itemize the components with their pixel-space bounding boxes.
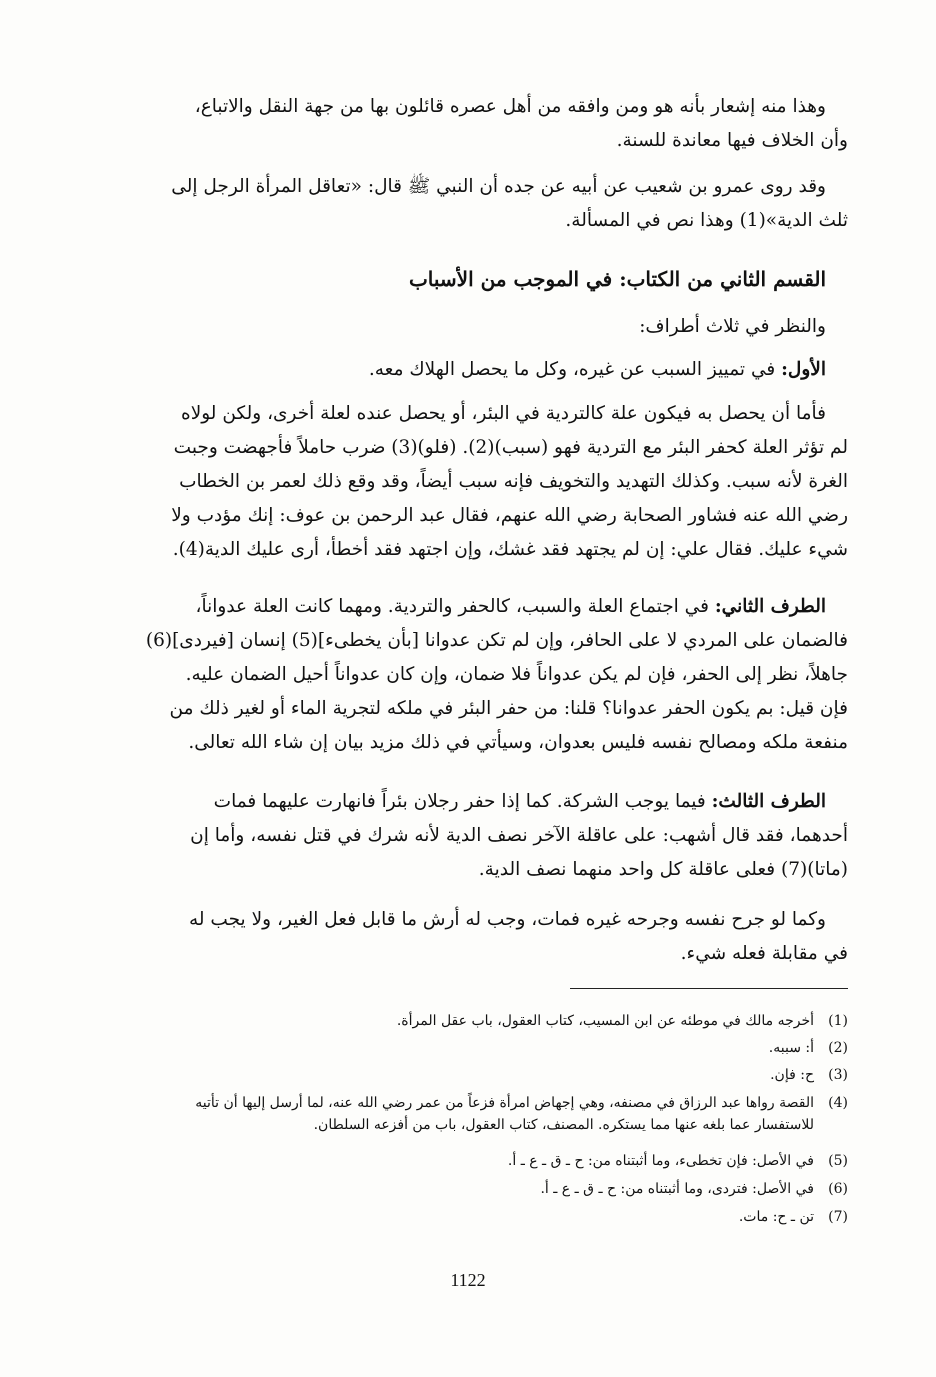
footnote-number: (5) bbox=[828, 1153, 848, 1169]
text-line: لم تؤثر العلة كحفر البئر مع التردية فهو (سبب)(2). (فلو)(3) ضرب حاملاً فأجهضت وجبت bbox=[173, 437, 848, 458]
footnote-text: أ: سببه. bbox=[768, 1040, 814, 1056]
text-line: في مقابلة فعله شيء. bbox=[680, 943, 848, 964]
footnote-4 bbox=[68, 1092, 848, 1136]
text-line: وهذا منه إشعار بأنه هو ومن وافقه من أهل عصره قائلون بها من جهة النقل والاتباع، bbox=[194, 96, 826, 117]
text-line: فإن قيل: بم يكون الحفر عدوانا؟ قلنا: من حفر البئر في ملكه لتجرية الماء أو لغير ذلك من bbox=[169, 698, 848, 719]
part-second bbox=[68, 590, 848, 760]
footnote-text-continued: للاستفسار عما بلغه عنها مما يستكره. المصنف، كتاب العقول، باب من أفزعه السلطان. bbox=[313, 1117, 814, 1133]
part-label: الأول: bbox=[781, 359, 826, 380]
footnote-number: (7) bbox=[828, 1209, 848, 1225]
section-heading bbox=[68, 262, 848, 296]
text-line bbox=[68, 785, 848, 819]
part-text: فيما يوجب الشركة. كما إذا حفر رجلان بئراً فانهارت عليهما فمات bbox=[213, 791, 712, 812]
part-text: في تمييز السبب عن غيره، وكل ما يحصل الهلاك معه. bbox=[368, 359, 782, 380]
heading-prefix: القسم الثاني من الكتاب: bbox=[612, 267, 826, 291]
paragraph-2 bbox=[68, 170, 848, 238]
footnote-number: (3) bbox=[828, 1067, 848, 1083]
text-line: والنظر في ثلاث أطراف: bbox=[639, 316, 826, 337]
text-line: منفعة ملكه ومصالح نفسه فليس بعدوان، وسيأتي في ذلك مزيد بيان إن شاء الله تعالى. bbox=[188, 732, 848, 753]
text-line bbox=[68, 590, 848, 624]
footnote-text: في الأصل: فإن تخطىء، وما أثبتناه من: ح ـ ق ـ ع ـ أ. bbox=[507, 1153, 814, 1169]
part-label: الطرف الثالث: bbox=[711, 791, 826, 812]
heading-title: في الموجب من الأسباب bbox=[408, 267, 613, 291]
footnote-6 bbox=[68, 1178, 848, 1200]
text-line: وقد روى عمرو بن شعيب عن أبيه عن جده أن النبي ﷺ قال: «تعاقل المرأة الرجل إلى bbox=[171, 176, 826, 197]
footnote-number: (2) bbox=[828, 1040, 848, 1056]
text-line: وكما لو جرح نفسه وجرحه غيره فمات، وجب له أرش ما قابل فعل الغير، ولا يجب له bbox=[189, 909, 826, 930]
text-line: ثلث الدية»(1) وهذا نص في المسألة. bbox=[565, 210, 848, 231]
paragraph-1 bbox=[68, 90, 848, 158]
text-line: رضي الله عنه فشاور الصحابة رضي الله عنهم، فقال عبد الرحمن بن عوف: إنك مؤدب ولا bbox=[171, 505, 848, 526]
text-line: فأما أن يحصل به فيكون علة كالتردية في البئر، أو يحصل عنده لعلة أخرى، ولكن لولاه bbox=[181, 403, 826, 424]
text-line bbox=[68, 353, 848, 387]
footnote-2 bbox=[68, 1037, 848, 1059]
text-line: شيء عليك. فقال علي: إن لم يجتهد فقد غشك، وإن اجتهد فقد أخطأ، أرى عليك الدية(4). bbox=[172, 539, 848, 560]
text-line: وأن الخلاف فيها معاندة للسنة. bbox=[616, 130, 848, 151]
footnote-number: (6) bbox=[828, 1181, 848, 1197]
part-first bbox=[68, 353, 848, 387]
footnote-5 bbox=[68, 1150, 848, 1172]
footnote-7 bbox=[68, 1206, 848, 1228]
part-text: في اجتماع العلة والسبب، كالحفر والتردية. ومهما كانت العلة عدواناً، bbox=[195, 596, 715, 617]
text-line: فالضمان على المردي لا على الحافر، وإن لم تكن عدوانا [بأن يخطىء](5) إنسان [فيردى](6) bbox=[145, 630, 848, 651]
part-first-body bbox=[68, 397, 848, 567]
footnote-divider bbox=[570, 988, 848, 989]
footnote-number: (1) bbox=[828, 1013, 848, 1029]
footnote-1 bbox=[68, 1010, 848, 1032]
text-line: أحدهما، فقد قال أشهب: على عاقلة الآخر نصف الدية لأنه شرك في قتل نفسه، وأما إن bbox=[190, 825, 848, 846]
part-label: الطرف الثاني: bbox=[714, 596, 826, 617]
footnote-3 bbox=[68, 1064, 848, 1086]
footnote-text: تن ـ ح: مات. bbox=[738, 1209, 814, 1225]
part-third bbox=[68, 785, 848, 887]
footnote-text: في الأصل: فتردى، وما أثبتناه من: ح ـ ق ـ ع ـ أ. bbox=[540, 1181, 814, 1197]
text-line: الغرة لأنه سبب. وكذلك التهديد والتخويف فإنه سبب أيضاً، وقد وقع ذلك لعمر بن الخطاب bbox=[179, 471, 848, 492]
text-line: (ماتا)(7) فعلى عاقلة كل واحد منهما نصف الدية. bbox=[478, 859, 848, 880]
footnote-text: ح: فإن. bbox=[770, 1067, 814, 1083]
footnote-text: القصة رواها عبد الرزاق في مصنفه، وهي إجهاض امرأة فزعاً من عمر رضي الله عنه، لما أرسل إليها أن تأتيه bbox=[195, 1095, 814, 1111]
footnote-text: أخرجه مالك في موطئه عن ابن المسيب، كتاب العقول، باب عقل المرأة. bbox=[396, 1013, 814, 1029]
page-number: 1122 bbox=[450, 1270, 486, 1290]
footnote-number: (4) bbox=[828, 1095, 848, 1111]
intro-line bbox=[68, 310, 848, 344]
text-line: جاهلاً، نظر إلى الحفر، فإن لم يكن عدواناً فلا ضمان، وإن كان عدواناً أحيل الضمان عليه. bbox=[185, 664, 848, 685]
paragraph-4 bbox=[68, 903, 848, 971]
